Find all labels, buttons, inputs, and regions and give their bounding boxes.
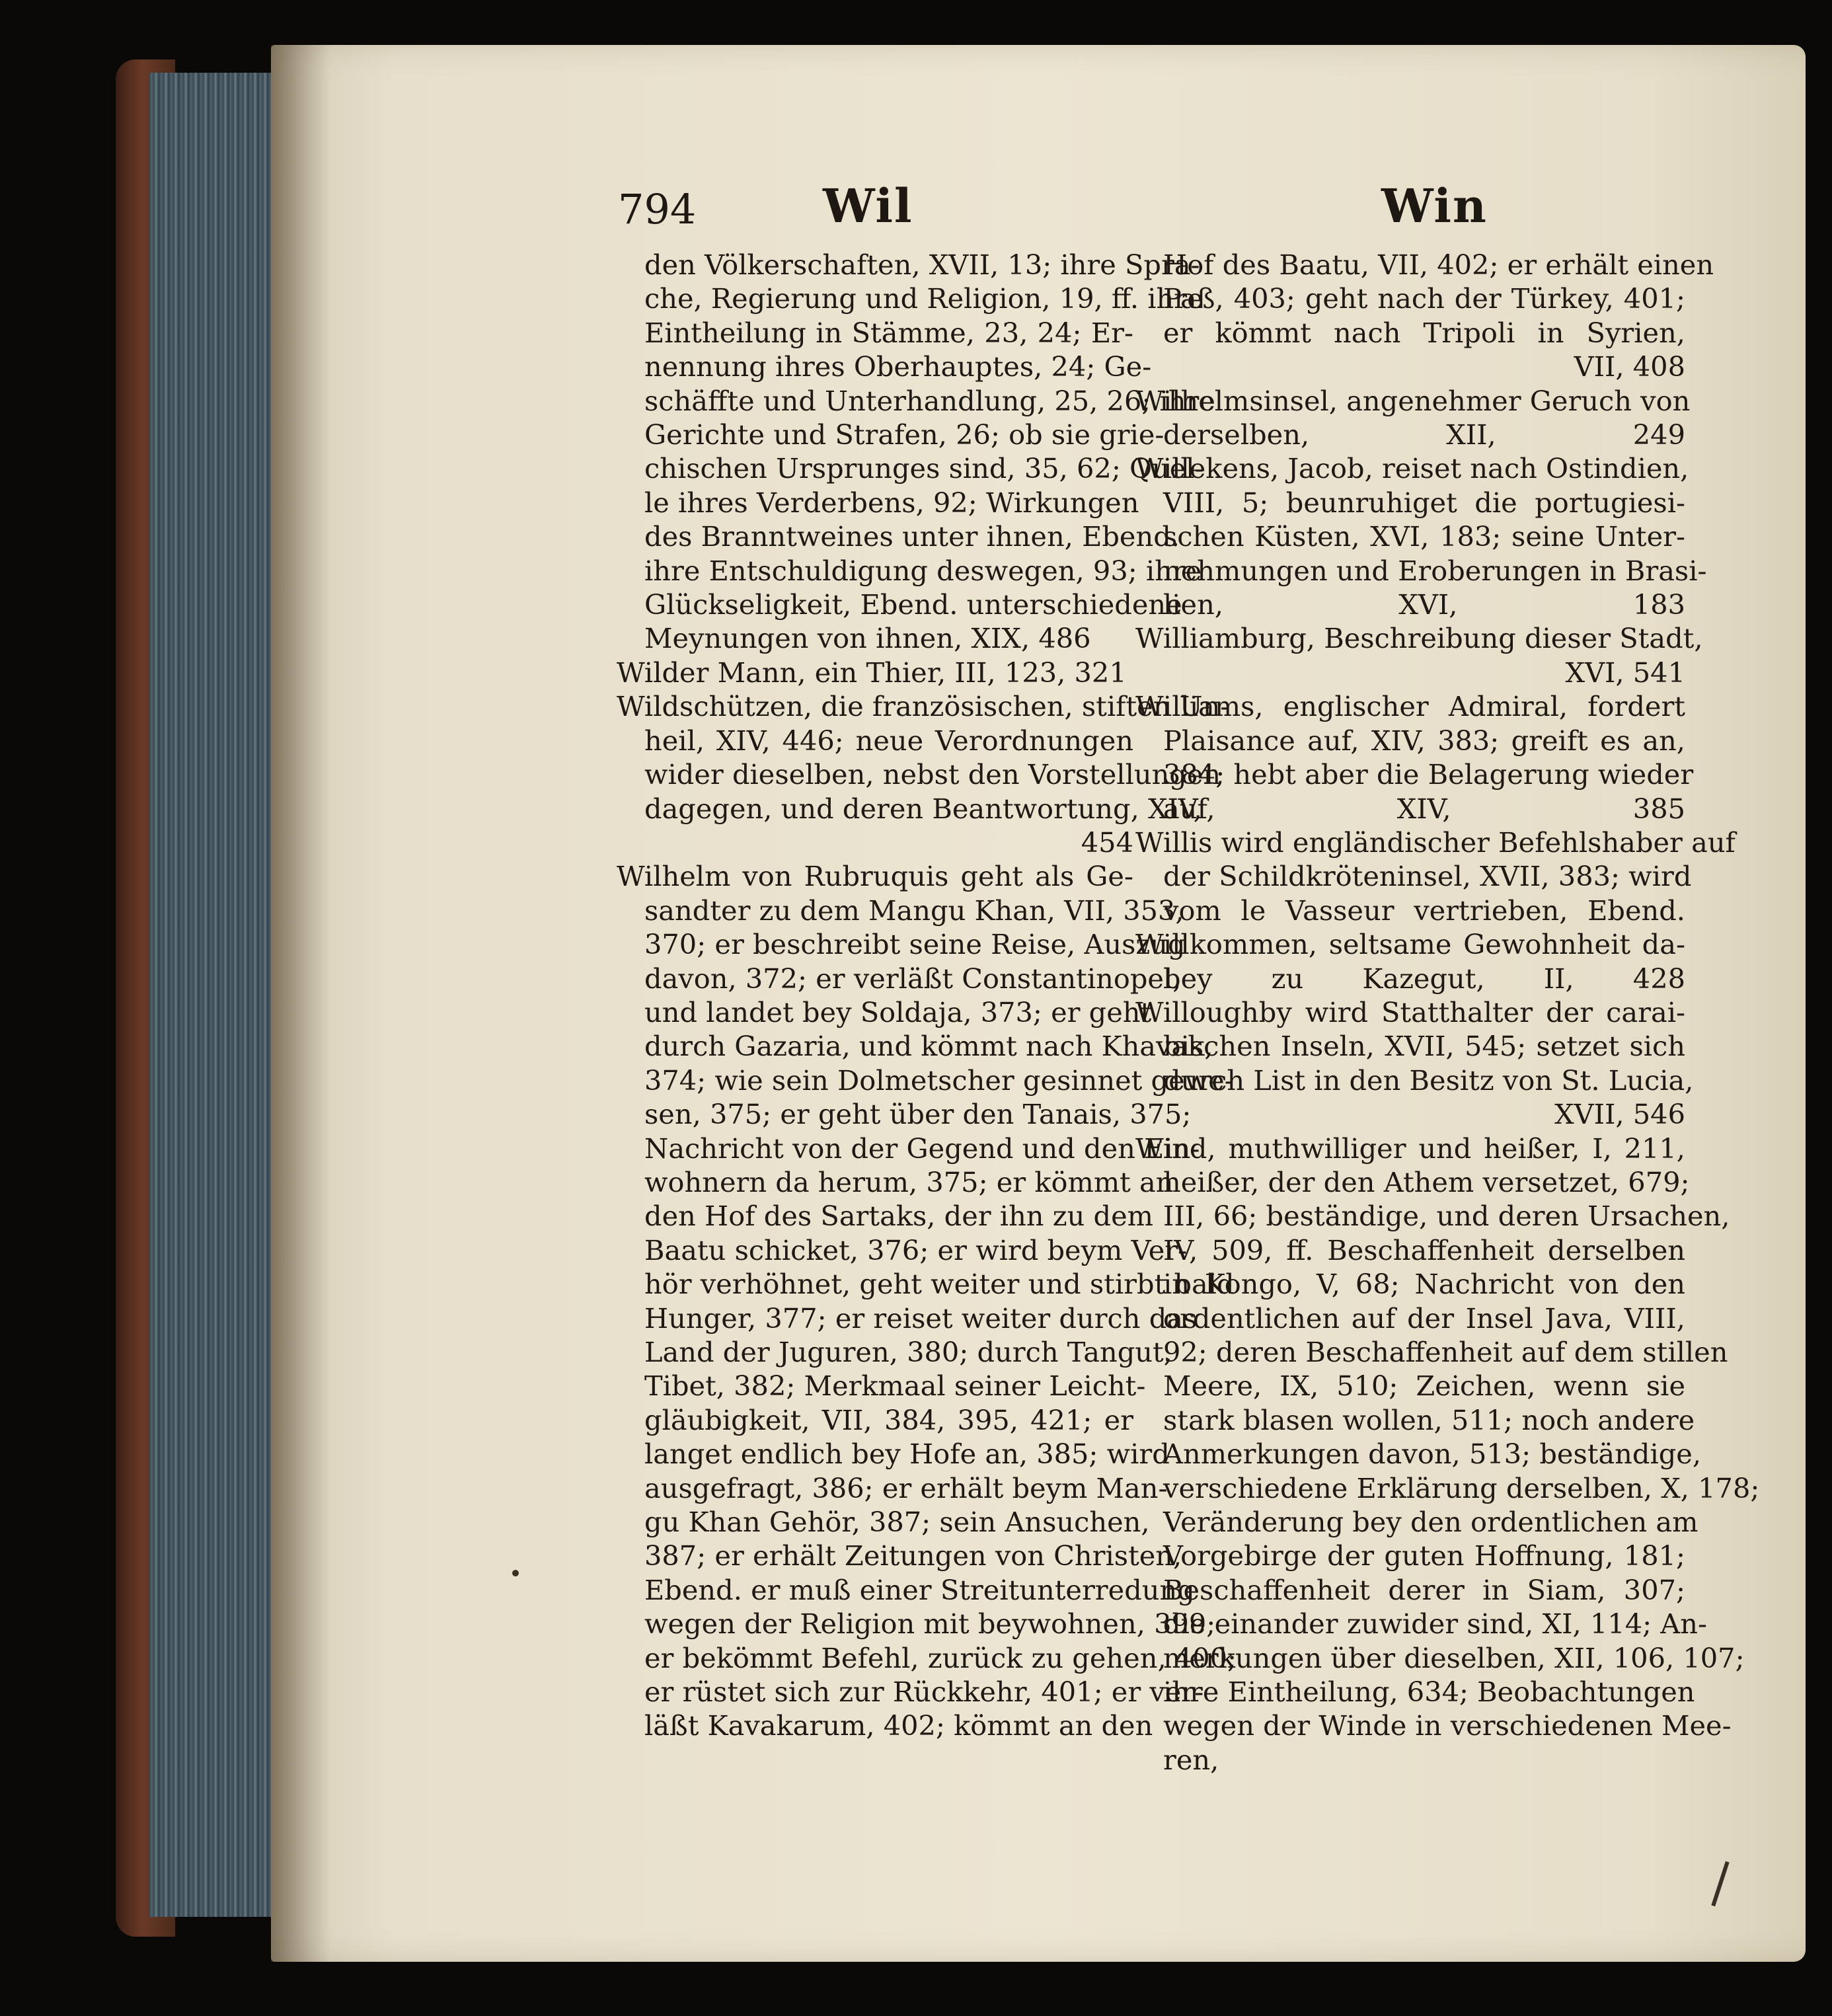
- index-line: gläubigkeit, VII, 384, 395, 421; er: [644, 1403, 1133, 1436]
- index-line: davon, 372; er verläßt Constantinopel,: [644, 962, 1182, 995]
- index-line: derselben, XII, 249: [1163, 418, 1685, 451]
- index-line: VIII, 5; beunruhiget die portugiesi-: [1163, 486, 1685, 519]
- index-line: ren,: [1163, 1743, 1219, 1776]
- index-line: ihre Entschuldigung deswegen, 93; ihre: [644, 554, 1202, 587]
- index-line: die einander zuwider sind, XI, 114; An-: [1163, 1608, 1707, 1641]
- index-line: IV, 509, ff. Beschaffenheit derselben: [1163, 1233, 1685, 1266]
- index-line: 370; er beschreibt seine Reise, Auszug: [644, 928, 1186, 961]
- index-line: Willekens, Jacob, reiset nach Ostindien,: [1135, 452, 1689, 485]
- index-line: er rüstet sich zur Rückkehr, 401; er ver-: [644, 1676, 1204, 1709]
- index-line: Williams, englischer Admiral, fordert: [1135, 690, 1685, 723]
- index-line: wegen der Religion mit beywohnen, 399;: [644, 1608, 1216, 1641]
- index-line: durch Gazaria, und kömmt nach Khavak,: [644, 1030, 1213, 1063]
- index-line: merkungen über dieselben, XII, 106, 107;: [1163, 1641, 1745, 1674]
- index-line: wohnern da herum, 375; er kömmt an: [644, 1165, 1174, 1198]
- index-line: Hof des Baatu, VII, 402; er erhält einen: [1163, 249, 1714, 281]
- index-line: Ebend. er muß einer Streitunterredung: [644, 1573, 1195, 1606]
- index-line: Wilhelm von Rubruquis geht als Ge-: [617, 860, 1133, 893]
- index-column-right: [1135, 248, 1760, 1777]
- ink-speck: [512, 1570, 519, 1576]
- index-line: Baatu schicket, 376; er wird beym Ver-: [644, 1233, 1188, 1266]
- index-line: bischen Inseln, XVII, 545; setzet sich: [1163, 1030, 1685, 1063]
- index-line: Gerichte und Strafen, 26; ob sie grie-: [644, 418, 1164, 451]
- index-line: Willoughby wird Statthalter der carai-: [1135, 995, 1685, 1028]
- index-line: III, 66; beständige, und deren Ursachen,: [1163, 1200, 1730, 1233]
- index-line: VII, 408: [1574, 350, 1685, 383]
- index-line: er bekömmt Befehl, zurück zu gehen, 400;: [644, 1641, 1237, 1674]
- index-line: Willis wird engländischer Befehlshaber auf: [1135, 826, 1736, 859]
- index-line: heißer, der den Athem versetzet, 679;: [1163, 1165, 1690, 1198]
- index-line: Anmerkungen davon, 513; beständige,: [1163, 1438, 1702, 1471]
- running-head-left: Wil: [823, 178, 913, 233]
- index-line: sandter zu dem Mangu Khan, VII, 353,: [644, 894, 1184, 927]
- index-line: Hunger, 377; er reiset weiter durch das: [644, 1301, 1198, 1335]
- index-line: ihre Eintheilung, 634; Beobachtungen: [1163, 1676, 1695, 1709]
- index-line: Nachricht von der Gegend und den Ein-: [644, 1132, 1200, 1165]
- page-block-edges: [149, 73, 284, 1917]
- index-line: heil, XIV, 446; neue Verordnungen: [644, 724, 1133, 757]
- index-line: wider dieselben, nebst den Vorstellungen: [644, 758, 1221, 791]
- index-line: bey zu Kazegut, II, 428: [1163, 962, 1685, 995]
- index-line: Meere, IX, 510; Zeichen, wenn sie: [1163, 1370, 1685, 1403]
- index-line: Beschaffenheit derer in Siam, 307;: [1163, 1573, 1685, 1606]
- index-line: Veränderung bey den ordentlichen am: [1163, 1506, 1698, 1539]
- index-line: Wind, muthwilliger und heißer, I, 211,: [1135, 1132, 1685, 1165]
- index-line: Tibet, 382; Merkmaal seiner Leicht-: [644, 1370, 1146, 1403]
- index-line: in Kongo, V, 68; Nachricht von den: [1163, 1268, 1685, 1301]
- index-line: hör verhöhnet, geht weiter und stirbt bald: [644, 1268, 1235, 1301]
- index-line: Williamburg, Beschreibung dieser Stadt,: [1135, 622, 1703, 655]
- index-line: XVII, 546: [1554, 1098, 1685, 1131]
- gutter-shadow: [271, 45, 330, 1962]
- running-head-right: Win: [1381, 178, 1488, 233]
- index-line: schäffte und Unterhandlung, 25, 26; ihre: [644, 384, 1215, 417]
- index-line: den Völkerschaften, XVII, 13; ihre Spra-: [644, 249, 1200, 281]
- index-line: nehmungen und Eroberungen in Brasi-: [1163, 554, 1707, 587]
- index-line: lien, XVI, 183: [1163, 588, 1685, 621]
- index-line: Land der Juguren, 380; durch Tangut,: [644, 1336, 1172, 1368]
- index-line: den Hof des Sartaks, der ihn zu dem: [644, 1200, 1153, 1233]
- index-line: vom le Vasseur vertrieben, Ebend.: [1163, 894, 1685, 927]
- index-line: ausgefragt, 386; er erhält beym Man-: [644, 1471, 1168, 1504]
- index-line: des Branntweines unter ihnen, Ebend.: [644, 520, 1180, 553]
- index-line: läßt Kavakarum, 402; kömmt an den: [644, 1709, 1153, 1742]
- index-line: Wilhelmsinsel, angenehmer Geruch von: [1135, 384, 1691, 417]
- index-line: ordentlichen auf der Insel Java, VIII,: [1163, 1301, 1685, 1335]
- index-line: Meynungen von ihnen, XIX, 486: [644, 622, 1091, 655]
- index-line: 387; er erhält Zeitungen von Christen,: [644, 1539, 1182, 1572]
- index-line: che, Regierung und Religion, 19, ff. ihre: [644, 282, 1203, 315]
- index-line: schen Küsten, XVI, 183; seine Unter-: [1163, 520, 1685, 553]
- index-line: 454: [1081, 826, 1133, 859]
- index-line: Eintheilung in Stämme, 23, 24; Er-: [644, 316, 1133, 349]
- index-line: XVI, 541: [1565, 656, 1685, 689]
- index-line: Glückseligkeit, Ebend. unterschiedene: [644, 588, 1182, 621]
- index-line: nennung ihres Oberhauptes, 24; Ge-: [644, 350, 1152, 383]
- index-line: chischen Ursprunges sind, 35, 62; Quel-: [644, 452, 1204, 485]
- index-line: verschiedene Erklärung derselben, X, 178;: [1163, 1471, 1760, 1504]
- index-line: Plaisance auf, XIV, 383; greift es an,: [1163, 724, 1685, 757]
- page-number: 794: [618, 185, 697, 233]
- index-line: der Schildkröteninsel, XVII, 383; wird: [1163, 860, 1692, 893]
- index-line: auf, XIV, 385: [1163, 792, 1685, 825]
- index-line: und landet bey Soldaja, 373; er geht: [644, 995, 1152, 1028]
- index-line: sen, 375; er geht über den Tanais, 375;: [644, 1098, 1192, 1131]
- index-line: Vorgebirge der guten Hoffnung, 181;: [1163, 1539, 1685, 1572]
- index-line: le ihres Verderbens, 92; Wirkungen: [644, 486, 1139, 519]
- index-line: Wilder Mann, ein Thier, III, 123, 321: [617, 656, 1127, 689]
- index-column-left: [617, 248, 1237, 1743]
- index-line: Wildschützen, die französischen, stiften Un-: [617, 690, 1230, 723]
- index-line: gu Khan Gehör, 387; sein Ansuchen,: [644, 1506, 1150, 1539]
- index-line: 384; hebt aber die Belagerung wieder: [1163, 758, 1694, 791]
- index-line: langet endlich bey Hofe an, 385; wird: [644, 1438, 1170, 1471]
- index-line: er kömmt nach Tripoli in Syrien,: [1163, 316, 1685, 349]
- index-line: 374; wie sein Dolmetscher gesinnet gewe-: [644, 1064, 1234, 1097]
- index-line: wegen der Winde in verschiedenen Mee-: [1163, 1709, 1732, 1742]
- index-line: dagegen, und deren Beantwortung, XIV,: [644, 792, 1202, 825]
- index-line: durch List in den Besitz von St. Lucia,: [1163, 1064, 1694, 1097]
- index-line: stark blasen wollen, 511; noch andere: [1163, 1403, 1695, 1436]
- index-line: 92; deren Beschaffenheit auf dem stillen: [1163, 1336, 1728, 1368]
- index-line: Willkommen, seltsame Gewohnheit da-: [1135, 928, 1685, 961]
- index-line: Paß, 403; geht nach der Türkey, 401;: [1163, 282, 1685, 315]
